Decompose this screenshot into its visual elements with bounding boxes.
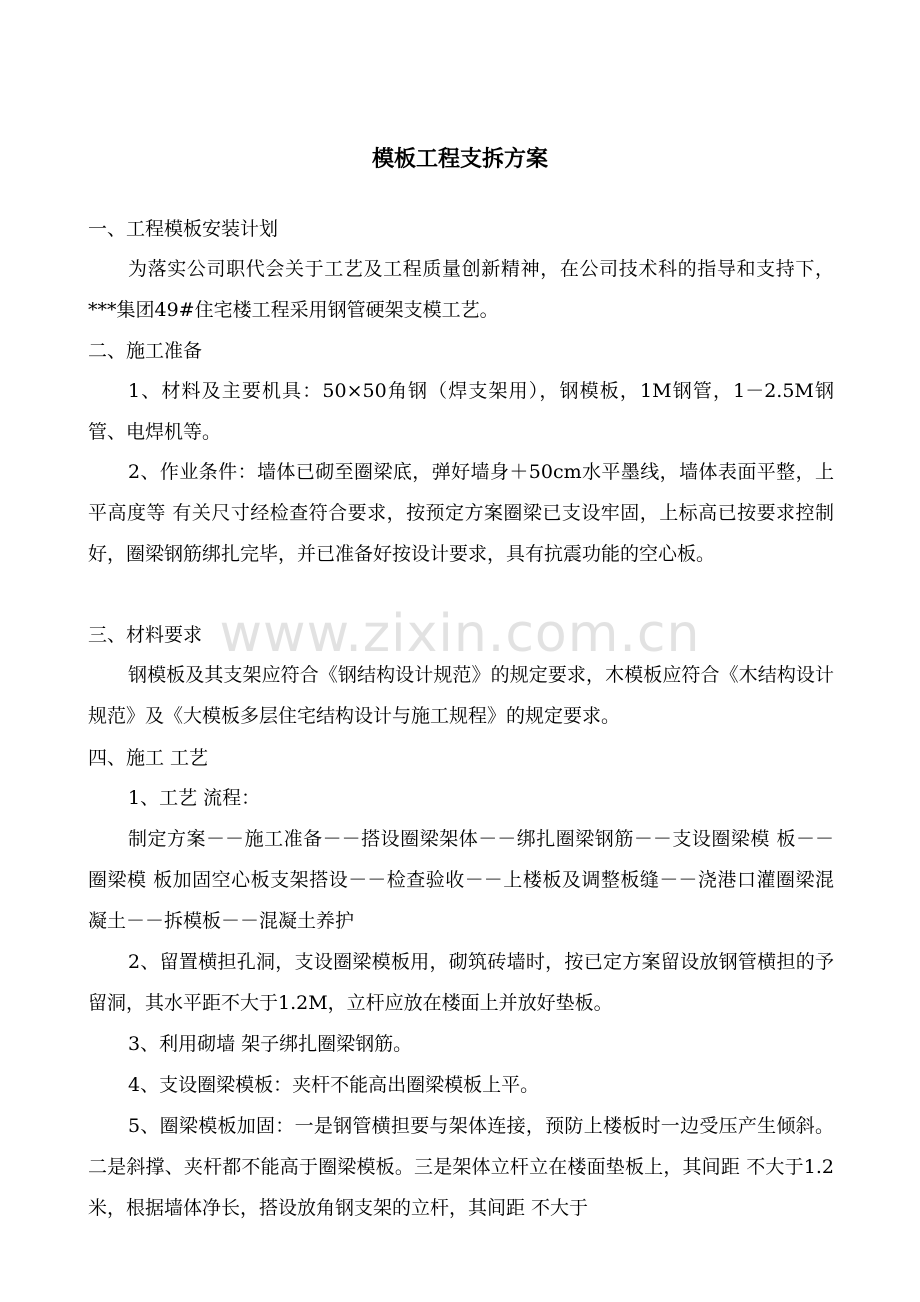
section-heading-1: 一、工程模板安装计划 — [88, 218, 279, 240]
section-4-paragraph-1: 1、工艺 流程： — [128, 787, 261, 809]
section-2-paragraph-2: 2、作业条件：墙体已砌至圈梁底，弹好墙身＋50cm水平墨线，墙体表面平整，上平高度等 有关尺寸经检查符合要求，按预定方案圈梁已支设牢固，上标高已按要求控制好，圈梁钢筋绑扎完毕，并已准备好按设计要求，具有抗震功能的空心板。 — [88, 461, 834, 565]
watermark: www.zixin.com.cn — [219, 604, 701, 664]
section-4-paragraph-2: 制定方案－－施工准备－－搭设圈梁架体－－绑扎圈梁钢筋－－支设圈梁模 板－－圈梁模 板加固空心板支架搭设－－检查验收－－上楼板及调整板缝－－浇港口灌圈梁混凝土－－拆模板－－混凝土养护 — [88, 828, 834, 932]
section-4-paragraph-6: 5、圈梁模板加固：一是钢管横担要与架体连接，预防上楼板时一边受压产生倾斜。二是斜撑、夹杆都不能高于圈梁模板。三是架体立杆立在楼面垫板上，其间距 不大于1.2米，根据墙体净长，搭设放角钢支架的立杆，其间距 不大于 — [88, 1115, 834, 1219]
section-4-paragraph-3: 2、留置横担孔洞，支设圈梁模板用，砌筑砖墙时，按已定方案留设放钢管横担的予留洞，其水平距不大于1.2M，立杆应放在楼面上并放好垫板。 — [88, 951, 834, 1014]
section-heading-2: 二、施工准备 — [88, 340, 203, 362]
section-heading-3: 三、材料要求 — [88, 624, 203, 646]
section-2-paragraph-1: 1、材料及主要机具：50×50角钢（焊支架用），钢模板，1M钢管，1－2.5M钢管、电焊机等。 — [88, 380, 834, 443]
section-4-paragraph-4: 3、利用砌墙 架子绑扎圈梁钢筋。 — [128, 1033, 413, 1055]
document-title: 模板工程支拆方案 — [371, 146, 548, 172]
section-heading-4: 四、施工 工艺 — [88, 747, 209, 769]
section-4-paragraph-5: 4、支设圈梁模板：夹杆不能高出圈梁模板上平。 — [128, 1074, 540, 1096]
section-3-paragraph-1: 钢模板及其支架应符合《钢结构设计规范》的规定要求，木模板应符合《木结构设计规范》及《大模板多层住宅结构设计与施工规程》的规定要求。 — [88, 664, 834, 727]
section-1-paragraph-1: 为落实公司职代会关于工艺及工程质量创新精神，在公司技术科的指导和支持下，***集团49#住宅楼工程采用钢管硬架支模工艺。 — [88, 258, 834, 321]
